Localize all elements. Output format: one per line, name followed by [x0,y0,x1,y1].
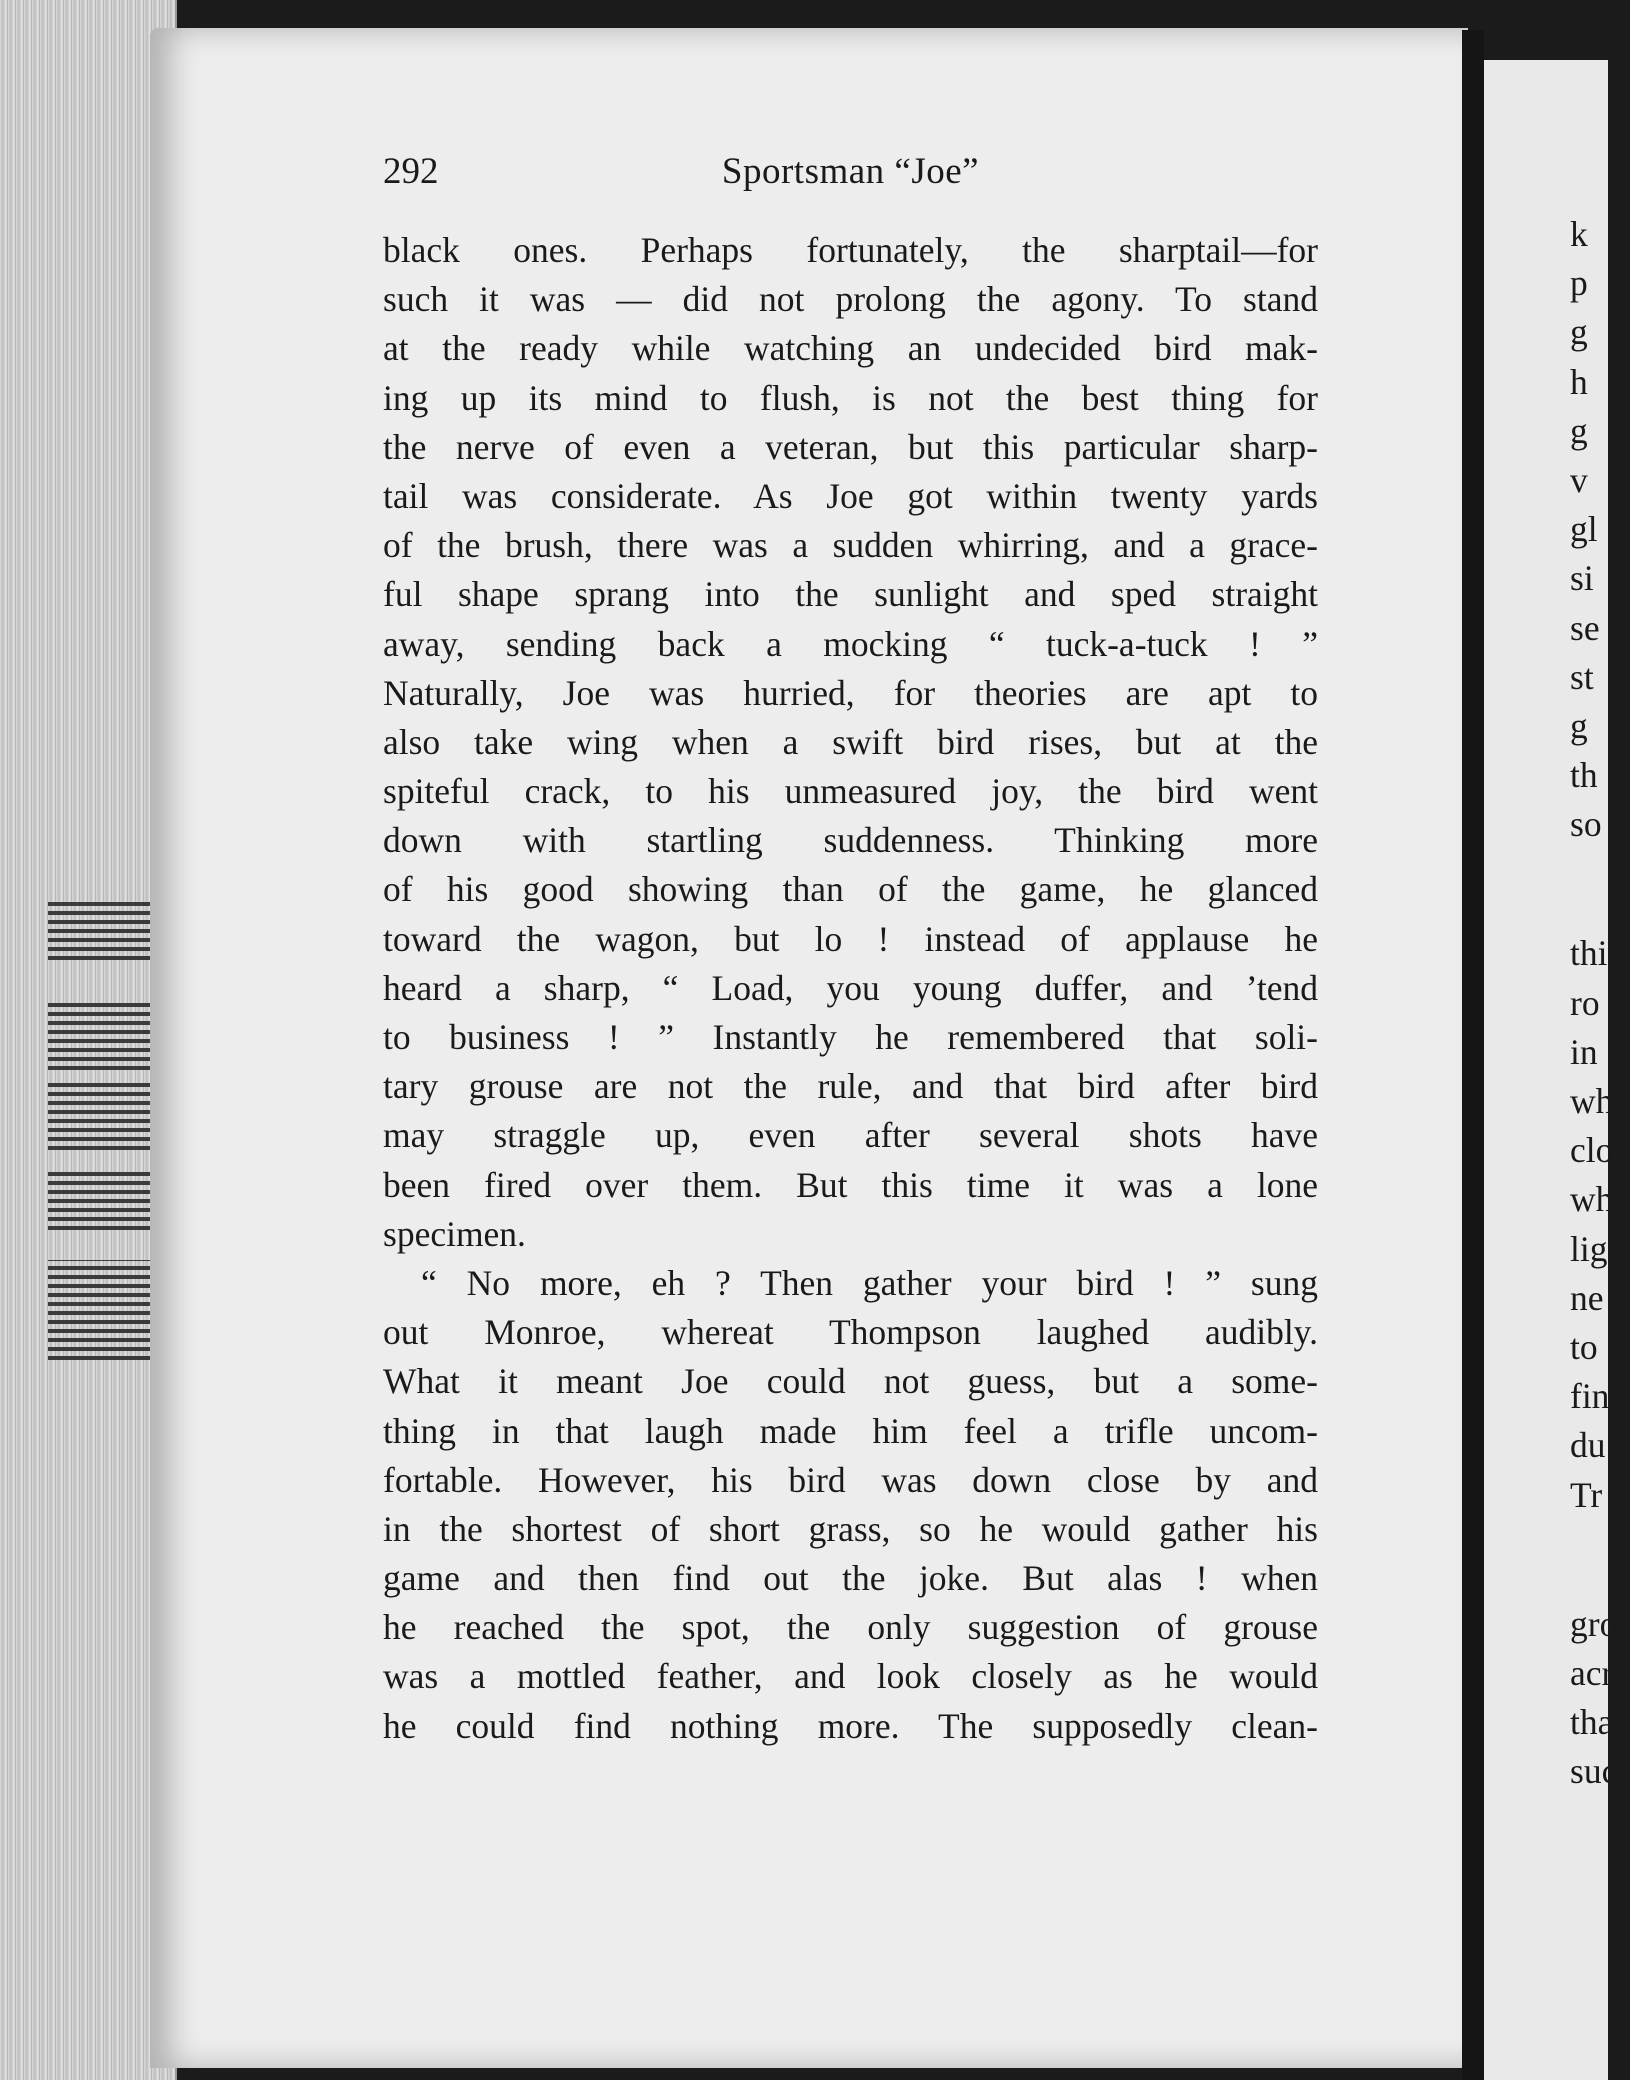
facing-line-fragment: k [1570,214,1588,254]
facing-line-fragment: p [1570,263,1588,304]
text-line: Naturally, Joe was hurried, for theories are apt to [383,672,1318,713]
spacer [1570,849,1630,929]
running-title: Sportsman “Joe” [721,151,980,192]
facing-line-fragment: Tr [1570,1474,1603,1515]
edge-stamp-mark [48,1000,158,1070]
facing-line-fragment: so [1570,804,1602,845]
text-line: in the shortest of short grass, so he would gather his [383,1508,1318,1549]
paragraph-2 [383,1259,1318,1751]
text-line: at the ready while watching an undecided bird mak- [383,328,1318,369]
text-line: “ No more, eh ? Then gather your bird ! ” sung [421,1262,1318,1303]
text-line: of his good showing than of the game, he glanced [383,869,1318,910]
text-line: thing in that laugh made him feel a trifle uncom- [383,1410,1318,1451]
text-line: may straggle up, even after several shots have [383,1115,1318,1156]
facing-line-fragment: si [1570,558,1594,599]
facing-line-fragment: g [1570,312,1588,353]
text-line: the nerve of even a veteran, but this particular sharp- [383,426,1318,467]
facing-line-fragment: gro [1570,1603,1618,1644]
facing-line-fragment: th [1570,755,1598,796]
text-line: heard a sharp, “ Load, you young duffer, and ’tend [383,967,1318,1008]
text-line: black ones. Perhaps fortunately, the sharptail—for [383,230,1318,270]
text-line: down with startling suddenness. Thinking more [383,820,1318,861]
facing-line-fragment: du [1570,1425,1606,1466]
facing-page-text [1570,210,1630,1796]
text-line: of the brush, there was a sudden whirring, and a grace- [383,525,1318,566]
text-line: toward the wagon, but lo ! instead of applause he [383,918,1318,959]
text-line: he reached the spot, the only suggestion of grouse [383,1607,1318,1648]
facing-line-fragment: tha [1570,1702,1614,1743]
facing-line-fragment: fin [1570,1376,1610,1417]
text-line: also take wing when a swift bird rises, but at the [383,721,1318,762]
text-line: tary grouse are not the rule, and that bird after bird [383,1066,1318,1107]
facing-line-fragment: in [1570,1031,1598,1072]
text-line: out Monroe, whereat Thompson laughed audibly. [383,1312,1318,1353]
book-gutter [1462,30,1484,2080]
body-text [383,226,1318,1751]
facing-line-fragment: thi [1570,933,1608,974]
facing-line-fragment: se [1570,607,1600,648]
facing-line-fragment: g [1570,410,1588,451]
text-line: specimen. [383,1213,526,1254]
edge-stamp-mark [48,1080,158,1150]
page-number: 292 [383,151,439,192]
facing-line-fragment: st [1570,656,1594,697]
text-line: ing up its mind to flush, is not the best thing for [383,377,1318,418]
paragraph-1 [383,226,1318,1259]
text-line: he could find nothing more. The supposedly clean- [383,1705,1318,1746]
facing-line-fragment: ne [1570,1277,1604,1318]
text-line: such it was — did not prolong the agony. To stand [383,279,1318,320]
facing-line-fragment: ro [1570,982,1600,1023]
text-line: ful shape sprang into the sunlight and sped straight [383,574,1318,615]
spacer [1570,1520,1630,1600]
facing-line-fragment: g [1570,705,1588,746]
text-line: was a mottled feather, and look closely as he would [383,1656,1318,1697]
text-line: away, sending back a mocking “ tuck-a-tuck ! ” [383,623,1318,664]
text-line: tail was considerate. As Joe got within twenty yards [383,475,1318,516]
facing-line-fragment: acr [1570,1652,1614,1693]
facing-line-fragment: v [1570,459,1588,500]
facing-line-fragment: wh [1570,1179,1614,1220]
facing-line-fragment: to [1570,1326,1598,1367]
facing-line-fragment: lig [1570,1228,1608,1269]
text-line: fortable. However, his bird was down close by and [383,1459,1318,1500]
running-head [383,150,1318,210]
text-line: spiteful crack, to his unmeasured joy, the bird went [383,771,1318,812]
text-line: What it meant Joe could not guess, but a some- [383,1361,1318,1402]
facing-line-fragment: h [1570,361,1588,402]
edge-stamp-mark [48,1260,158,1360]
text-line: to business ! ” Instantly he remembered that soli- [383,1017,1318,1057]
facing-line-fragment: suc [1570,1751,1618,1792]
text-line: been fired over them. But this time it was a lone [383,1164,1318,1205]
facing-line-fragment: clo [1570,1130,1614,1171]
edge-stamp-mark [48,1170,158,1230]
facing-line-fragment: wh [1570,1081,1614,1121]
edge-stamp-mark [48,900,158,960]
facing-line-fragment: gl [1570,509,1598,550]
text-line: game and then find out the joke. But alas ! when [383,1558,1318,1599]
